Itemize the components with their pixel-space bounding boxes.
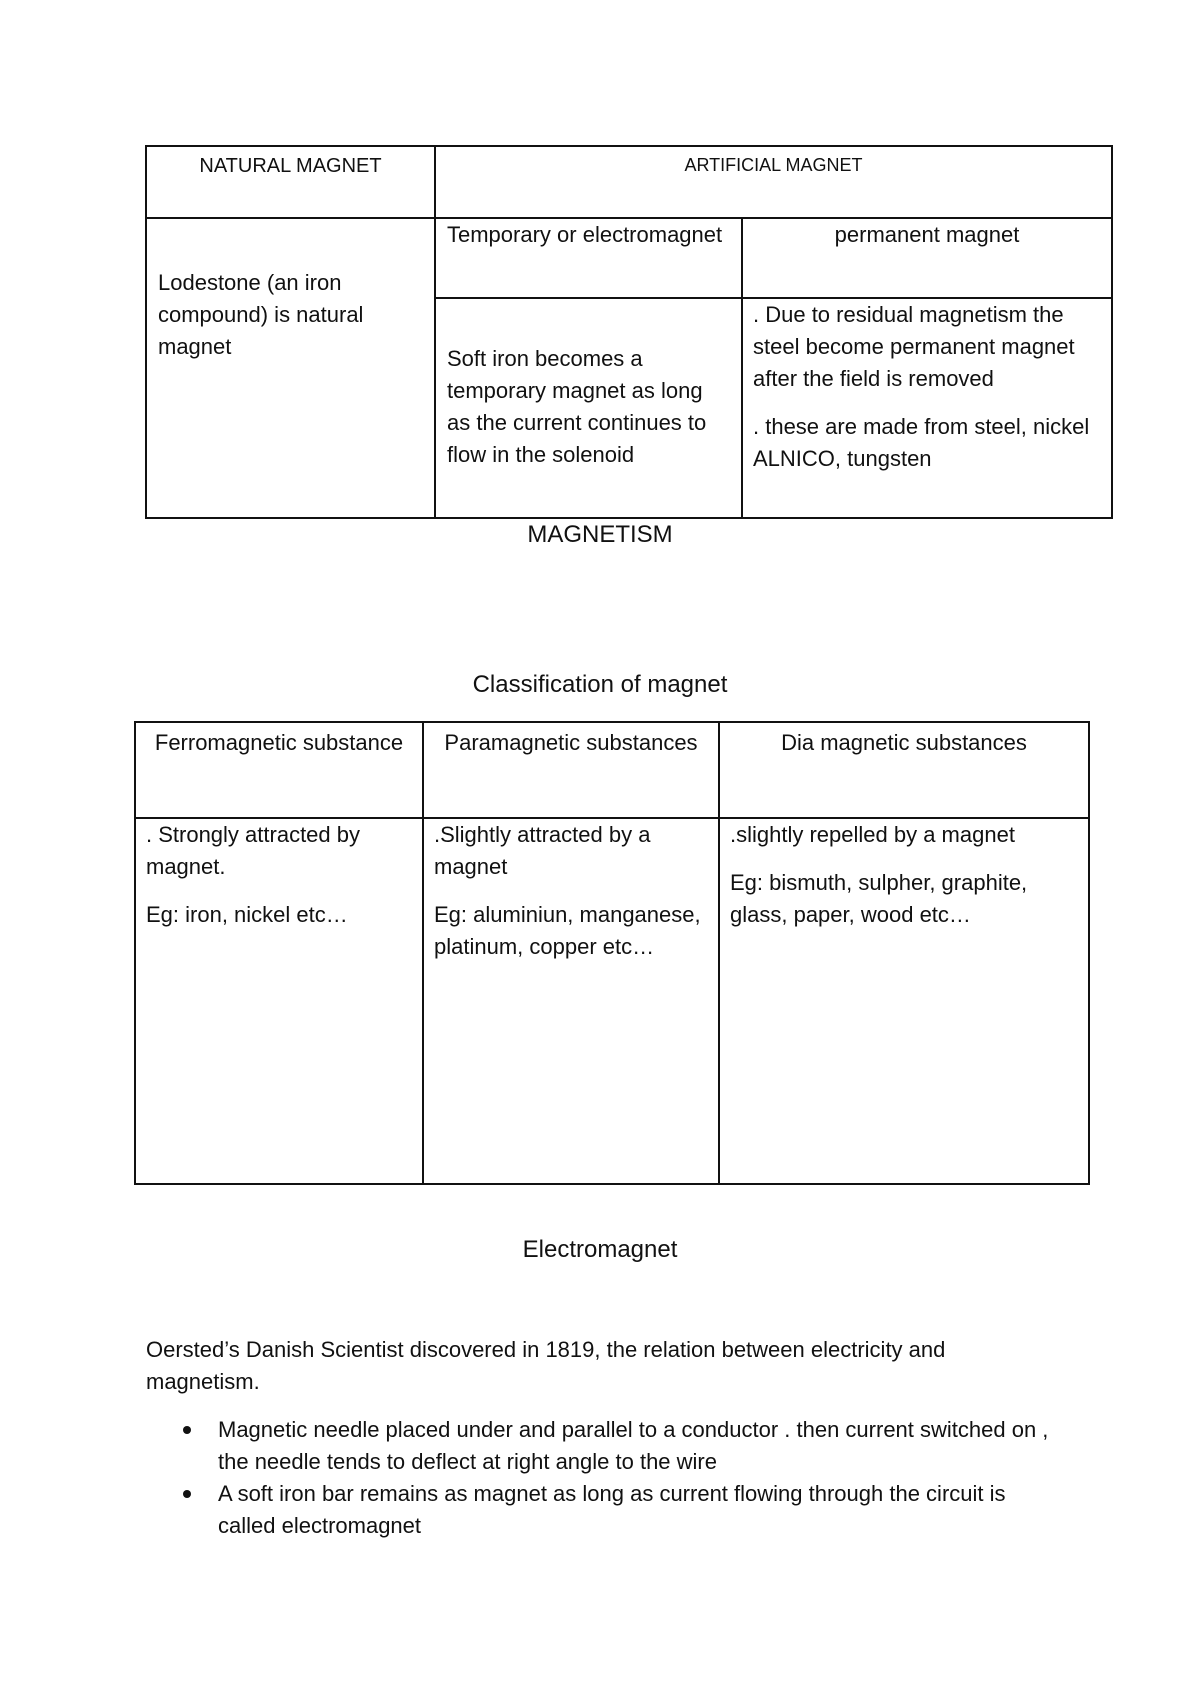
dia-header: Dia magnetic substances — [781, 730, 1027, 755]
permanent-magnet-cell — [742, 298, 1112, 518]
para-header: Paramagnetic substances — [444, 730, 698, 755]
ferro-cell — [135, 818, 423, 1184]
artificial-magnet-header-cell — [435, 146, 1112, 218]
natural-magnet-text: Lodestone (an iron compound) is natural magnet — [158, 270, 364, 359]
artificial-magnet-header: ARTIFICIAL MAGNET — [684, 155, 863, 175]
natural-magnet-header-cell — [146, 146, 435, 218]
dia-examples: Eg: bismuth, sulpher, graphite, glass, paper, wood etc… — [730, 870, 1028, 927]
bullet-icon — [183, 1490, 191, 1498]
para-examples: Eg: aluminiun, manganese, platinum, copper etc… — [434, 902, 701, 959]
ferro-examples: Eg: iron, nickel etc… — [146, 902, 348, 927]
permanent-magnet-text-1: . Due to residual magnetism the steel become permanent magnet after the field is removed — [753, 302, 1075, 391]
ferro-description: . Strongly attracted by magnet. — [146, 822, 360, 879]
electromagnet-points — [146, 1414, 1066, 1542]
classification-table — [134, 721, 1090, 1185]
dia-header-cell — [719, 722, 1089, 818]
ferro-header-cell — [135, 722, 423, 818]
dia-cell — [719, 818, 1089, 1184]
para-description: .Slightly attracted by a magnet — [434, 822, 651, 879]
dia-description: .slightly repelled by a magnet — [730, 822, 1015, 847]
magnet-types-table — [145, 145, 1113, 519]
electromagnet-heading: Electromagnet — [522, 1236, 678, 1263]
electromagnet-intro: Oersted’s Danish Scientist discovered in 1819, the relation between electricity and magnetism. — [146, 1337, 946, 1394]
temporary-magnet-header-cell — [435, 218, 742, 298]
para-cell — [423, 818, 719, 1184]
temporary-magnet-cell — [435, 298, 742, 518]
bullet-icon — [183, 1426, 191, 1434]
temporary-magnet-header: Temporary or electromagnet — [447, 222, 723, 247]
list-item-text: Magnetic needle placed under and parallel to a conductor . then current switched on , the needle tends to deflect at right angle to the wire — [218, 1417, 1049, 1474]
permanent-magnet-text-2: . these are made from steel, nickel ALNICO, tungsten — [753, 414, 1090, 471]
permanent-magnet-header: permanent magnet — [834, 222, 1020, 247]
temporary-magnet-text: Soft iron becomes a temporary magnet as long as the current continues to flow in the solenoid — [447, 346, 707, 467]
natural-magnet-cell — [146, 218, 435, 518]
classification-heading: Classification of magnet — [472, 671, 728, 698]
list-item-text: A soft iron bar remains as magnet as long as current flowing through the circuit is called electromagnet — [218, 1481, 1006, 1538]
list-item — [146, 1414, 1066, 1478]
natural-magnet-header: NATURAL MAGNET — [199, 155, 382, 177]
list-item — [146, 1478, 1066, 1542]
para-header-cell — [423, 722, 719, 818]
permanent-magnet-header-cell — [742, 218, 1112, 298]
page-title: MAGNETISM — [527, 521, 673, 548]
ferro-header: Ferromagnetic substance — [154, 730, 404, 755]
